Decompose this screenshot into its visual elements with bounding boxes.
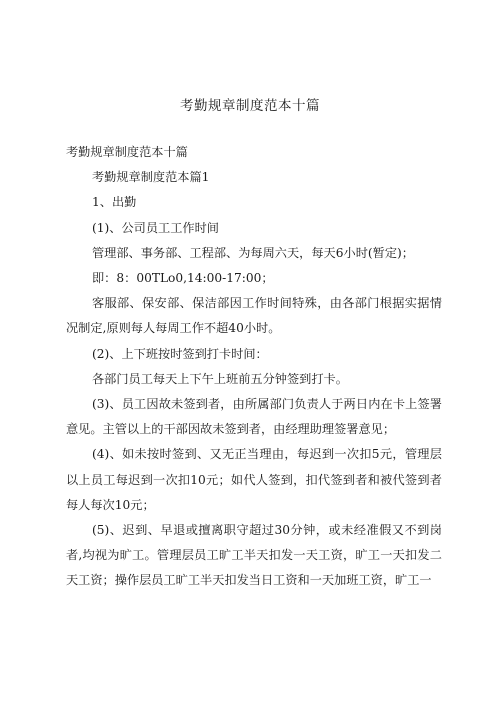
paragraph: 管理部、事务部、工程部、为每周六天，每天6小时(暂定)； bbox=[92, 245, 414, 260]
paragraph: 各部门员工每天上下午上班前五分钟签到打卡。 bbox=[92, 371, 348, 386]
document-title: 考勤规章制度范本十篇 bbox=[180, 98, 320, 114]
paragraph: (3)、员工因故未签到者，由所属部门负责人于两日内在卡上签署意见。主管以上的干部因故未签到者，由经理助理签署意见； bbox=[66, 397, 442, 437]
paragraph: 客服部、保安部、保洁部因工作时间特殊，由各部门根据实据情况制定,原则每人每周工作不超40小时。 bbox=[66, 296, 442, 336]
paragraph: (1)、公司员工工作时间 bbox=[92, 220, 219, 235]
paragraph: 1、出勤 bbox=[92, 195, 137, 210]
paragraph: (4)、如未按时签到、又无正当理由，每迟到一次扣5元，管理层以上员工每迟到一次扣10元；如代人签到，扣代签到者和被代签到者每人每次10元； bbox=[66, 447, 442, 512]
document-subtitle: 考勤规章制度范本十篇 bbox=[66, 145, 188, 159]
section-heading: 考勤规章制度范本篇1 bbox=[92, 170, 210, 185]
paragraph: 即：8：00TLo0,14:00-17:00； bbox=[92, 271, 274, 286]
paragraph: (5)、迟到、早退或擅离职守超过30分钟，或未经准假又不到岗者,均视为旷工。管理层员工旷工半天扣发一天工资，旷工一天扣发二天工资；操作层员工旷工半天扣发当日工资和一天加班工资，旷工一 bbox=[66, 523, 442, 588]
paragraph: (2)、上下班按时签到打卡时间： bbox=[92, 346, 268, 361]
document-body bbox=[66, 140, 442, 594]
